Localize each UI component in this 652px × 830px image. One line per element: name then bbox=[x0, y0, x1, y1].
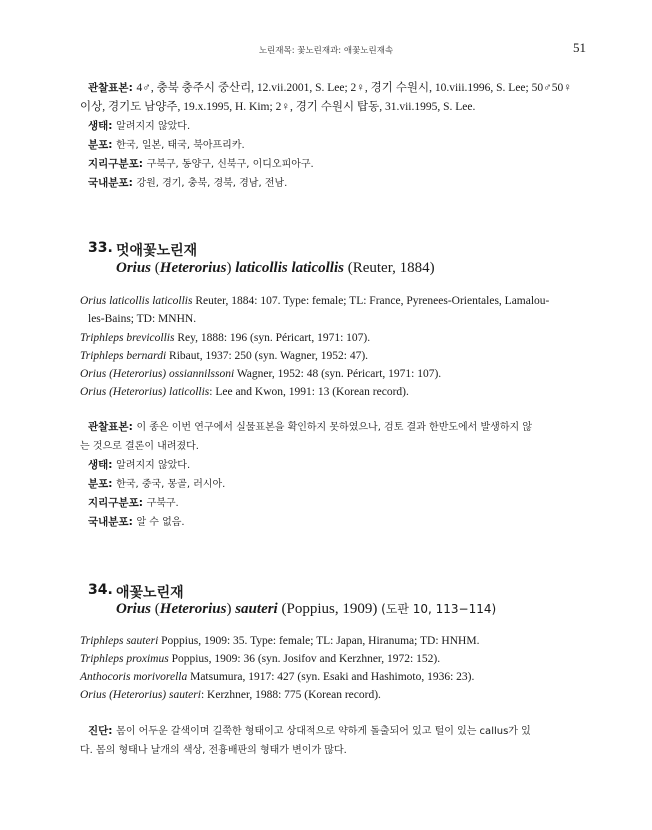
running-title: 노린재목: 꽃노린재과: 애꽃노린재속 bbox=[258, 46, 394, 56]
species-34-korean-name: 애꽃노린재 bbox=[116, 585, 184, 601]
ecology-line: 생태: 알려지지 않았다. bbox=[88, 459, 191, 471]
distribution-label: 분포 bbox=[88, 139, 109, 151]
material-text-cont: 이상, 경기도 남양주, 19.x.1995, H. Kim; 2♀, 경기 수원시 탑동, 31.vii.1995, S. Lee. bbox=[80, 101, 476, 113]
synonym-line: Orius (Heterorius) ossiannilssoni Wagner, 1952: 48 (syn. Péricart, 1971: 107). bbox=[80, 368, 442, 380]
species-34-number: 34. bbox=[88, 582, 113, 598]
material-line-2 bbox=[80, 438, 199, 454]
zoogeo-line: 지리구분포: 구북구. bbox=[88, 497, 179, 509]
korea-dist-text: 알 수 없음. bbox=[136, 517, 185, 528]
ecology-text: 알려지지 않았다. bbox=[116, 121, 191, 132]
distribution-text: 한국, 일본, 태국, 북아프리카. bbox=[116, 140, 245, 151]
material-line-1: 관찰표본: 4♂, 충북 충주시 중산리, 12.vii.2001, S. Lee; 2♀, 경기 수원시, 10.viii.1996, S. Lee; 50♂50♀ bbox=[88, 82, 572, 94]
korea-dist-line: 국내분포: 강원, 경기, 충북, 경북, 경남, 전남. bbox=[88, 177, 288, 189]
ecology-text: 알려지지 않았다. bbox=[116, 460, 191, 471]
material-text-cont: 는 것으로 결론이 내려졌다. bbox=[80, 441, 199, 452]
material-text: 4♂, 충북 충주시 중산리, 12.vii.2001, S. Lee; 2♀, 경기 수원시, 10.viii.1996, S. Lee; 50♂50♀ bbox=[136, 82, 572, 94]
distribution-text: 한국, 중국, 몽골, 러시아. bbox=[116, 479, 226, 490]
korea-dist-text: 강원, 경기, 충북, 경북, 경남, 전남. bbox=[136, 178, 288, 189]
material-line-2 bbox=[80, 99, 475, 114]
distribution-line: 분포: 한국, 일본, 태국, 북아프리카. bbox=[88, 139, 245, 151]
synonym-line: Orius (Heterorius) sauteri: Kerzhner, 1988: 775 (Korean record). bbox=[80, 689, 381, 701]
synonym-line: Orius (Heterorius) laticollis: Lee and Kwon, 1991: 13 (Korean record). bbox=[80, 386, 409, 398]
species-33-number: 33. bbox=[88, 240, 113, 256]
distribution-line: 분포: 한국, 중국, 몽골, 러시아. bbox=[88, 478, 226, 490]
species-34-scientific-name: Orius (Heterorius) sauteri (Poppius, 1909) (도판 10, 113−114) bbox=[116, 601, 497, 617]
page-number: 51 bbox=[573, 40, 586, 55]
diagnosis-line-2 bbox=[80, 742, 347, 758]
distribution-label: 분포 bbox=[88, 478, 109, 490]
synonym-line: Triphleps proximus Poppius, 1909: 36 (syn. Josifov and Kerzhner, 1972: 152). bbox=[80, 653, 441, 665]
material-label: 관찰표본 bbox=[88, 421, 129, 433]
zoogeo-text: 구북구. bbox=[146, 498, 179, 509]
korea-dist-line: 국내분포: 알 수 없음. bbox=[88, 516, 185, 528]
synonym-line: Triphleps brevicollis Rey, 1888: 196 (syn. Péricart, 1971: 107). bbox=[80, 332, 371, 344]
synonym-line: Triphleps sauteri Poppius, 1909: 35. Type: female; TL: Japan, Hiranuma; TD: HNHM. bbox=[80, 635, 480, 647]
zoogeo-line: 지리구분포: 구북구, 동양구, 신북구, 이디오피아구. bbox=[88, 158, 314, 170]
diagnosis-text-cont: 다. 몸의 형태나 날개의 색상, 전흉배판의 형태가 변이가 많다. bbox=[80, 745, 347, 756]
synonym-line: les-Bains; TD: MNHN. bbox=[88, 313, 197, 325]
synonym-line: Orius laticollis laticollis Reuter, 1884: 107. Type: female; TL: France, Pyrenees-Orientales, Lamalou- bbox=[80, 295, 550, 307]
synonym-line: Anthocoris morivorella Matsumura, 1917: 427 (syn. Esaki and Hashimoto, 1936: 23). bbox=[80, 671, 475, 683]
synonym-line: Triphleps bernardi Ribaut, 1937: 250 (syn. Wagner, 1952: 47). bbox=[80, 350, 369, 362]
diagnosis-line-1: 진단: 몸이 어두운 갈색이며 길쭉한 형태이고 상대적으로 약하게 돌출되어 있고 털이 있는 callus가 있 bbox=[88, 725, 531, 737]
ecology-label: 생태 bbox=[88, 459, 109, 471]
ecology-line: 생태: 알려지지 않았다. bbox=[88, 120, 191, 132]
korea-dist-label: 국내분포 bbox=[88, 516, 129, 528]
zoogeo-text: 구북구, 동양구, 신북구, 이디오피아구. bbox=[146, 159, 314, 170]
material-text: 이 종은 이번 연구에서 실물표본을 확인하지 못하였으나, 검토 결과 한반도에서 발생하지 않 bbox=[136, 422, 533, 433]
zoogeo-label: 지리구분포 bbox=[88, 158, 139, 170]
plate-reference: (도판 10, 113−114) bbox=[381, 602, 497, 616]
korea-dist-label: 국내분포 bbox=[88, 177, 129, 189]
zoogeo-label: 지리구분포 bbox=[88, 497, 139, 509]
ecology-label: 생태 bbox=[88, 120, 109, 132]
species-33-scientific-name: Orius (Heterorius) laticollis laticollis (Reuter, 1884) bbox=[116, 260, 435, 276]
material-label: 관찰표본 bbox=[88, 82, 129, 94]
material-line-1: 관찰표본: 이 종은 이번 연구에서 실물표본을 확인하지 못하였으나, 검토 결과 한반도에서 발생하지 않 bbox=[88, 421, 533, 433]
diagnosis-text: 몸이 어두운 갈색이며 길쭉한 형태이고 상대적으로 약하게 돌출되어 있고 털이 있는 callus가 있 bbox=[116, 726, 531, 737]
species-33-korean-name: 멋애꽃노린재 bbox=[116, 243, 198, 259]
diagnosis-label: 진단 bbox=[88, 725, 109, 737]
